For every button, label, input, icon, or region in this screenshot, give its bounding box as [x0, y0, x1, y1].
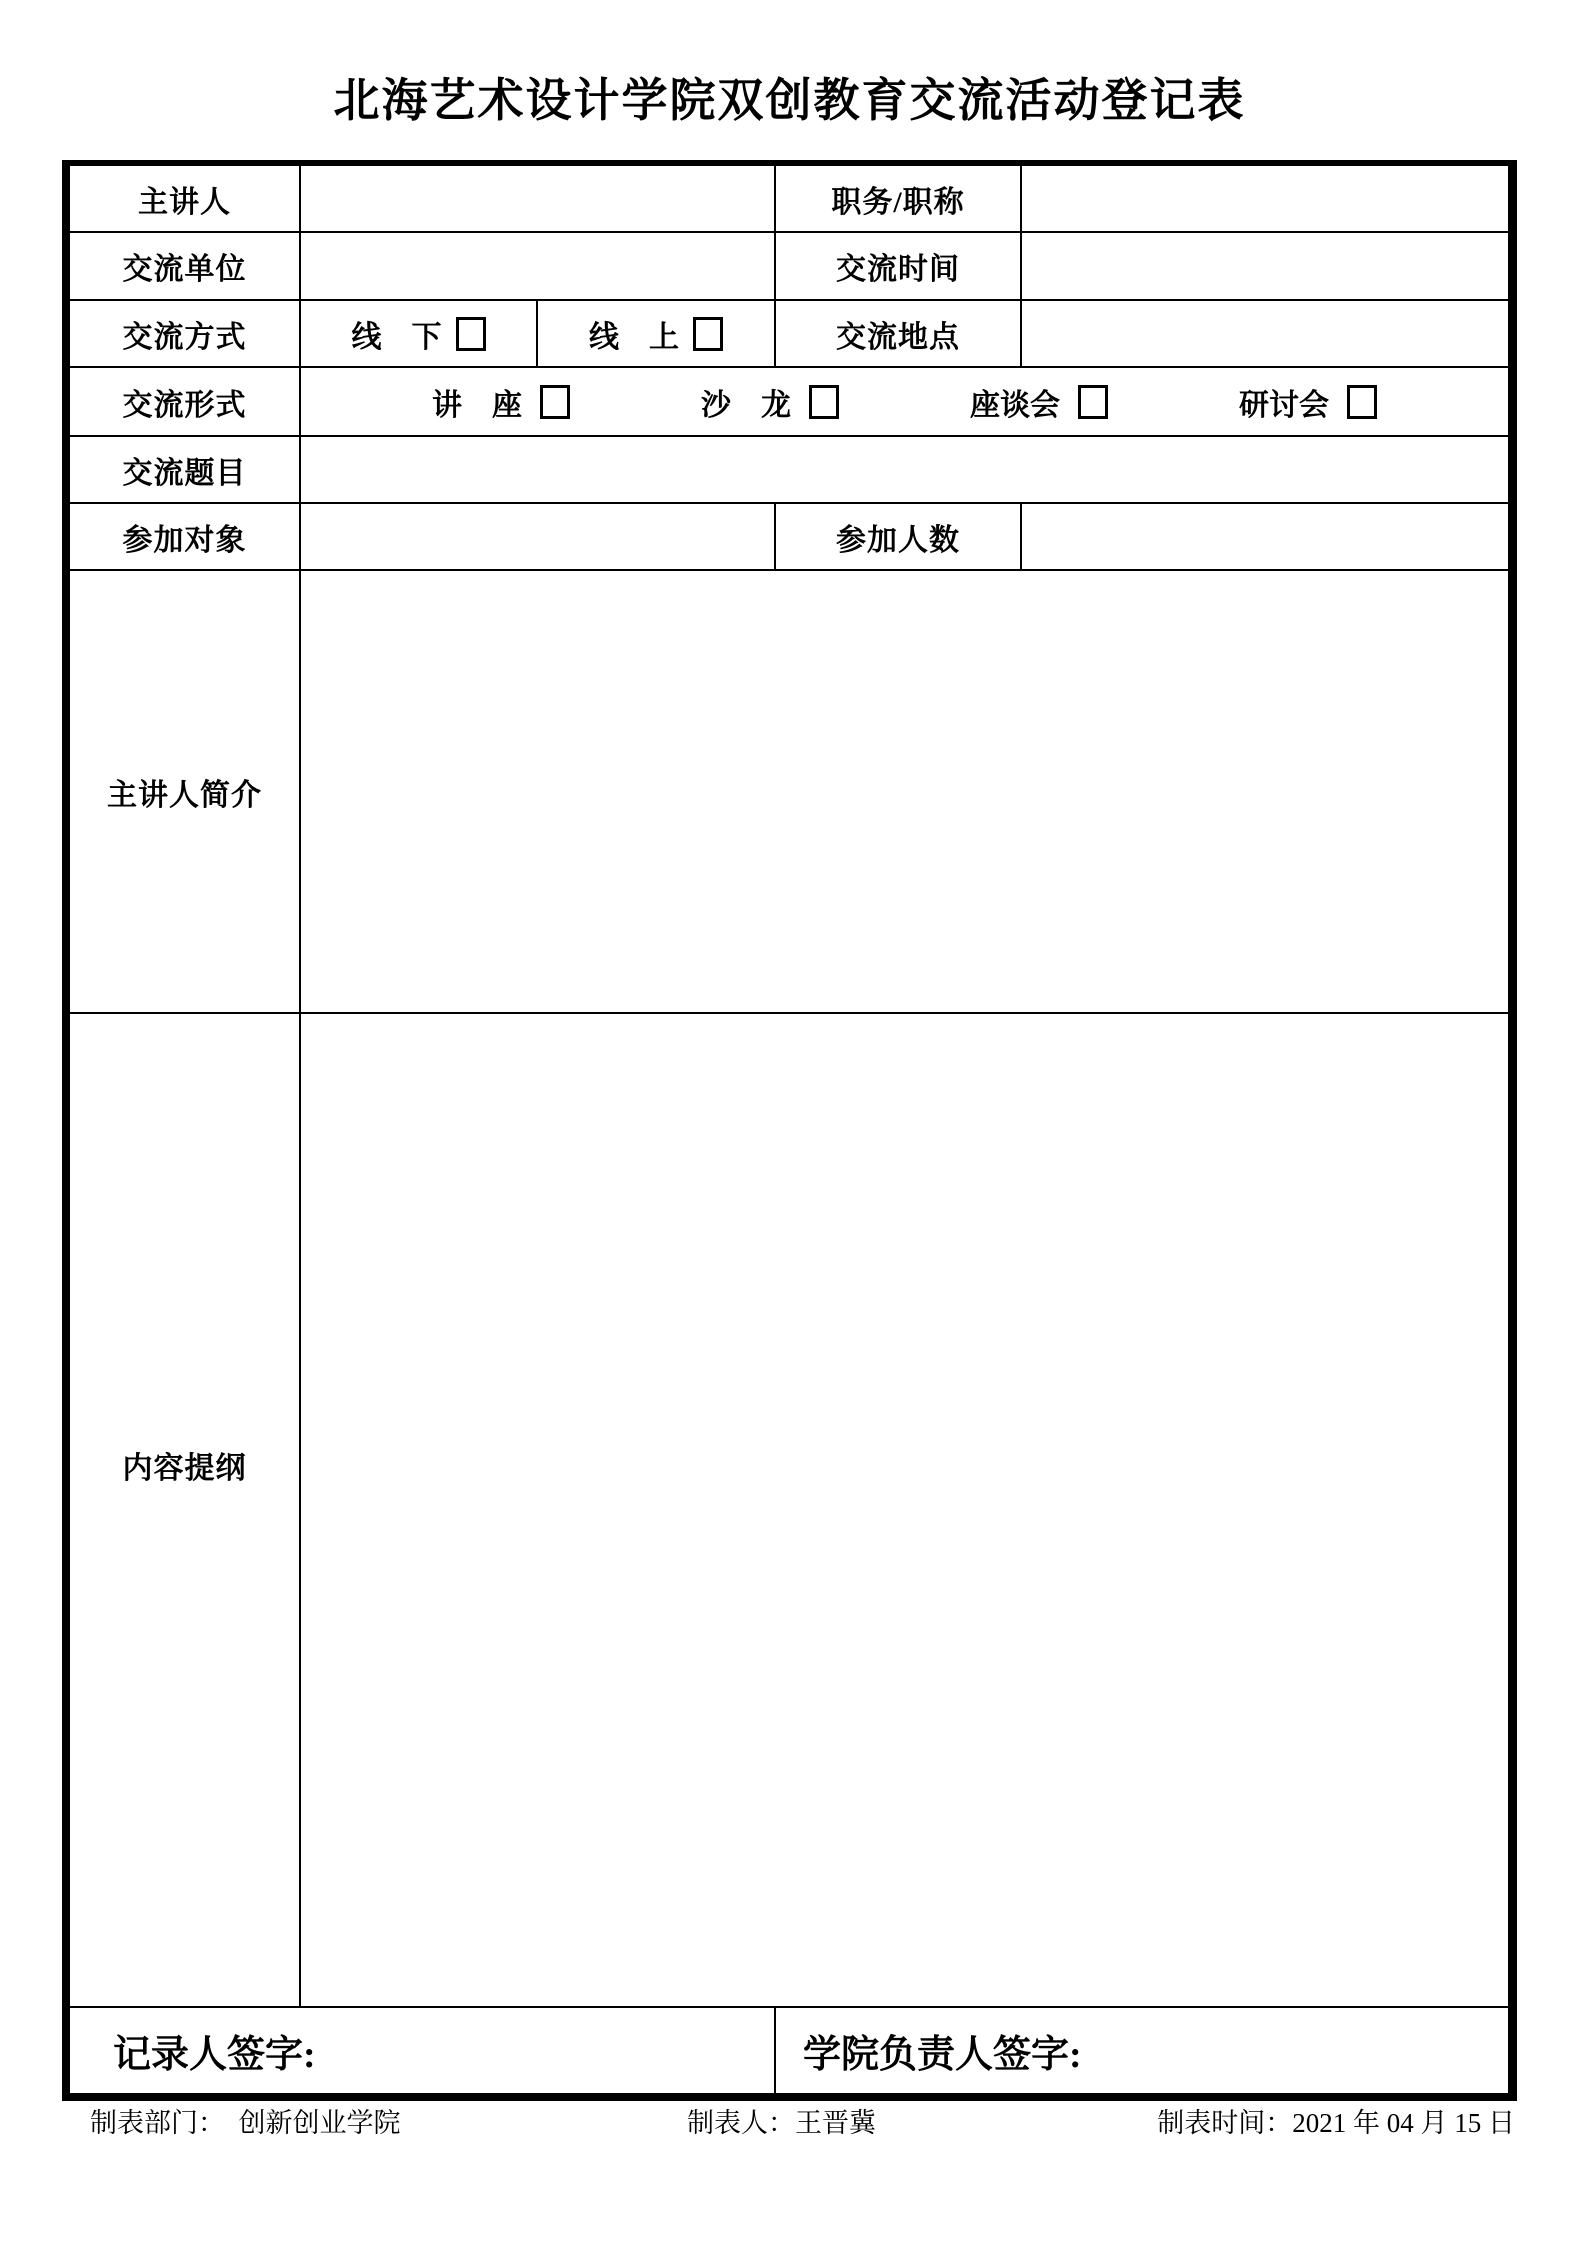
location-label: 交流地点: [776, 301, 1022, 368]
speaker-intro-label: 主讲人简介: [70, 571, 301, 1014]
time-value-cell[interactable]: [1022, 233, 1508, 301]
speaker-intro-value-cell[interactable]: [301, 571, 1508, 1014]
outline-label-text: 内容提纲: [122, 1452, 247, 1485]
method-option-offline: [301, 301, 538, 368]
footer-date: 制表时间：2021 年 04 月 15 日: [1157, 2108, 1515, 2138]
position-value-cell[interactable]: [1022, 166, 1508, 233]
unit-label: 交流单位: [70, 233, 301, 301]
outline-value-cell[interactable]: [301, 1014, 1508, 2008]
topic-value-cell[interactable]: [301, 437, 1508, 504]
method-label: 交流方式: [70, 301, 301, 368]
offline-option-label: 线 下: [351, 320, 442, 354]
footer-department: 制表部门： 创新创业学院: [90, 2108, 401, 2138]
participants-label: 参加对象: [70, 504, 301, 571]
salon-checkbox[interactable]: [809, 385, 839, 419]
location-value-cell[interactable]: [1022, 301, 1508, 368]
participant-count-label: 参加人数: [776, 504, 1022, 571]
position-label: 职务/职称: [776, 166, 1022, 233]
unit-value-cell[interactable]: [301, 233, 776, 301]
online-checkbox[interactable]: [693, 317, 723, 351]
seminar-option-label: 研讨会: [1239, 388, 1329, 422]
college-signature-cell[interactable]: [776, 2008, 1508, 2093]
page-title: 北海艺术设计学院双创教育交流活动登记表: [333, 75, 1246, 126]
salon-option-label: 沙 龙: [701, 388, 791, 422]
topic-label: 交流题目: [70, 437, 301, 504]
recorder-signature-label: 记录人签字:: [113, 2034, 316, 2076]
seminar-checkbox[interactable]: [1347, 385, 1377, 419]
footer-preparer: 制表人：王晋冀: [687, 2108, 876, 2138]
online-option-label: 线 上: [589, 320, 679, 354]
lecture-checkbox[interactable]: [540, 385, 570, 419]
participants-value-cell[interactable]: [301, 504, 776, 571]
offline-checkbox[interactable]: [456, 317, 486, 351]
format-label: 交流形式: [70, 368, 301, 437]
time-label: 交流时间: [776, 233, 1022, 301]
forum-option-label: 座谈会: [970, 388, 1060, 422]
forum-checkbox[interactable]: [1078, 385, 1108, 419]
format-option-forum: [970, 380, 1108, 424]
outline-label: [70, 1014, 301, 2008]
format-option-seminar: [1239, 380, 1377, 424]
method-option-online: [538, 301, 776, 368]
college-signature-label: 学院负责人签字:: [803, 2034, 1082, 2076]
speaker-value-cell[interactable]: [301, 166, 776, 233]
format-options-cell: [301, 368, 1508, 437]
recorder-signature-cell[interactable]: [70, 2008, 776, 2093]
format-option-lecture: [432, 380, 570, 424]
footer: [62, 2102, 1517, 2144]
lecture-option-label: 讲 座: [432, 388, 522, 422]
registration-table: [62, 160, 1517, 2101]
speaker-label: 主讲人: [70, 166, 301, 233]
format-option-salon: [701, 380, 839, 424]
participant-count-value-cell[interactable]: [1022, 504, 1508, 571]
